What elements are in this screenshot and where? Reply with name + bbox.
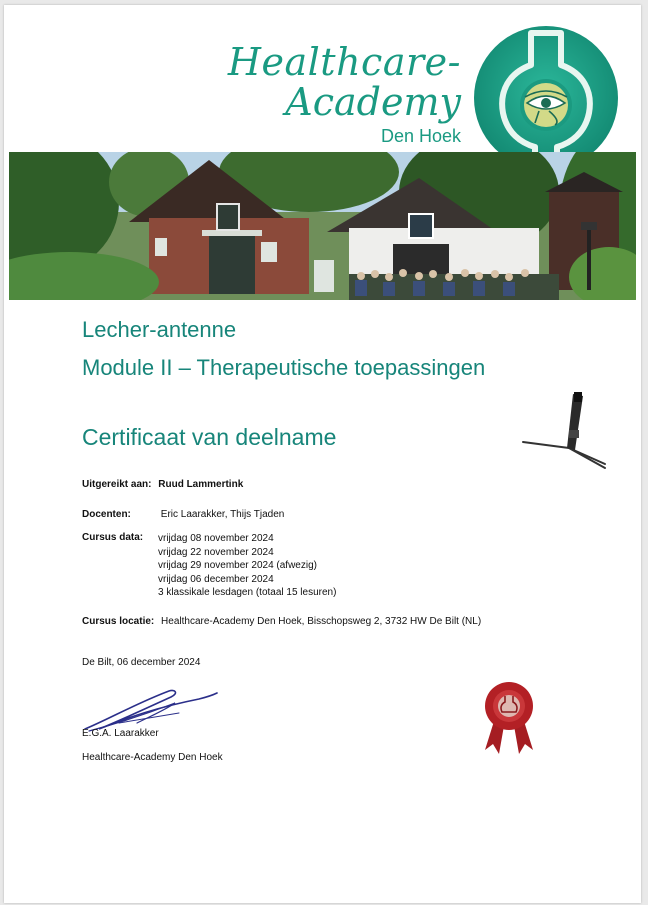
issued-to-value: Ruud Lammertink <box>158 479 244 490</box>
location-value: Healthcare-Academy Den Hoek, Bisschopsweg 2, 3732 HW De Bilt (NL) <box>161 616 482 627</box>
lecher-antenna-icon <box>519 390 611 476</box>
course-dates-label: Cursus data: <box>82 532 144 543</box>
module-title: Module II – Therapeutische toepassingen <box>82 355 486 380</box>
teachers-label: Docenten: <box>82 509 131 520</box>
issued-to-label: Uitgereikt aan: <box>82 479 152 490</box>
course-title: Lecher-antenne <box>82 317 237 342</box>
course-dates-label-row <box>82 532 143 543</box>
signatory-name: E.G.A. Laarakker <box>82 728 159 739</box>
brand-subtitle: Den Hoek <box>380 126 461 146</box>
place-date: De Bilt, 06 december 2024 <box>82 657 201 668</box>
course-date-item: vrijdag 29 november 2024 (afwezig) <box>158 560 317 571</box>
course-hours-summary: 3 klassikale lesdagen (totaal 15 lesuren) <box>158 587 337 598</box>
course-date-item: vrijdag 08 november 2024 <box>158 533 274 544</box>
location-label: Cursus locatie: <box>82 616 155 627</box>
header-photo <box>9 152 636 300</box>
brand-line1: Healthcare- <box>227 40 461 84</box>
wax-seal-icon <box>479 680 539 756</box>
teachers-row <box>82 509 284 520</box>
signatory-organisation: Healthcare-Academy Den Hoek <box>82 752 223 763</box>
course-dates-list <box>158 532 336 600</box>
teachers-value: Eric Laarakker, Thijs Tjaden <box>160 509 285 520</box>
certificate-page <box>4 5 641 903</box>
brand-wordmark <box>227 40 461 146</box>
course-date-item: vrijdag 06 december 2024 <box>158 573 274 585</box>
brand-line2: Academy <box>285 80 461 124</box>
issued-to-row <box>82 479 243 490</box>
location-row <box>82 616 481 627</box>
certificate-heading: Certificaat van deelname <box>82 424 337 450</box>
course-date-item: vrijdag 22 november 2024 <box>158 546 274 558</box>
